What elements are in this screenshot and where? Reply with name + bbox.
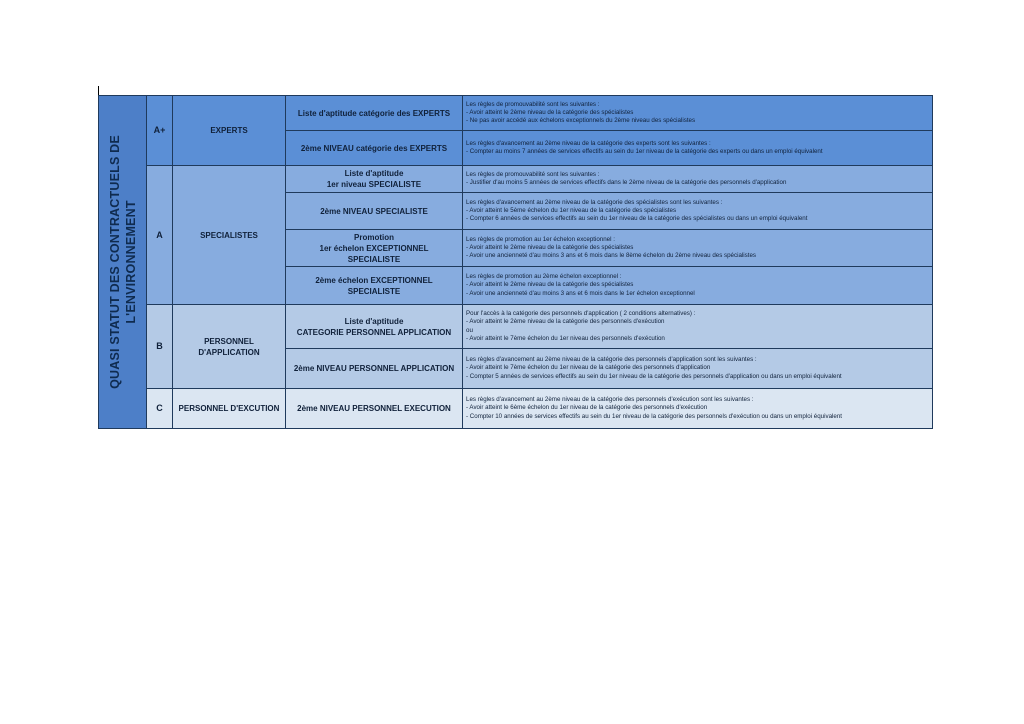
category-name	[173, 96, 286, 166]
document-title-line: QUASI STATUT DES CONTRACTUELS DE	[107, 135, 122, 389]
level-name-line: Liste d'aptitude	[344, 169, 404, 178]
level-name-line: 1er niveau SPECIALISTE	[326, 180, 422, 189]
level-name-line: 2ème NIVEAU SPECIALISTE	[320, 206, 428, 216]
level-name	[286, 166, 463, 193]
rule-line: - Avoir atteint le 2ème niveau de la catégorie des spécialistes	[466, 243, 634, 251]
level-name-line: Liste d'aptitude	[344, 316, 404, 326]
table-row	[99, 166, 933, 193]
category-name-line: SPECIALISTES	[200, 230, 258, 240]
level-name	[286, 131, 463, 166]
category-name	[173, 389, 286, 429]
rule-line: Les règles de promouvabilité sont les suivantes :	[466, 170, 600, 178]
page-corner-mark	[98, 86, 99, 95]
grade-code: B	[147, 305, 173, 389]
rule-line: - Avoir atteint le 6ème échelon du 1er niveau de la catégorie des personnels d'exécution	[466, 404, 708, 412]
document-title-line: L'ENVIRONNEMENT	[123, 200, 138, 324]
rule-line: - Compter au moins 7 années de services effectifs au sein du 1er niveau de la catégorie des experts ou dans un emploi équivalent	[466, 148, 823, 155]
category-name-line: PERSONNEL D'APPLICATION	[198, 336, 260, 357]
rule-line: Les règles d'avancement au 2ème niveau de la catégorie des experts sont les suivantes :	[466, 139, 711, 147]
rule-line: Les règles de promotion au 2ème échelon exceptionnel :	[466, 273, 622, 281]
rules-text	[463, 389, 933, 429]
rule-line: - Avoir atteint le 2ème niveau de la catégorie des spécialistes	[466, 108, 634, 116]
career-grid-table	[98, 95, 933, 429]
level-name-line: 1er échelon EXCEPTIONNEL	[319, 243, 429, 253]
rule-line: - Compter 6 années de services effectifs au sein du 1er niveau de la catégorie des spécialistes ou dans un emploi équivalent	[466, 215, 808, 223]
level-name-line: 2ème échelon EXCEPTIONNEL SPECIALISTE	[315, 275, 433, 296]
rules-text	[463, 305, 933, 349]
level-name	[286, 305, 463, 349]
rule-line: Les règles d'avancement au 2ème niveau de la catégorie des personnels d'application sont les suivantes :	[466, 356, 757, 364]
grade-code: A	[147, 166, 173, 305]
rule-line: - Avoir une ancienneté d'au moins 3 ans et 6 mois dans le 8ème échelon du 2ème niveau des spécialistes	[466, 252, 756, 260]
rules-text	[463, 131, 933, 166]
table-row	[99, 305, 933, 349]
level-name	[286, 267, 463, 305]
rule-line: - Avoir atteint le 2ème niveau de la catégorie des personnels d'exécution	[466, 318, 665, 326]
rule-line: - Avoir atteint le 7ème échelon du 1er niveau des personnels d'exécution	[466, 334, 665, 342]
rule-line: Pour l'accès à la catégorie des personnels d'application ( 2 conditions alternatives) :	[466, 309, 696, 317]
rule-line: - Ne pas avoir accédé aux échelons exceptionnels du 2ème niveau des spécialistes	[466, 117, 696, 125]
rule-line: - Avoir une ancienneté d'au moins 3 ans et 6 mois dans le 1er échelon exceptionnel	[466, 289, 695, 297]
rules-text	[463, 96, 933, 131]
level-name	[286, 349, 463, 389]
level-name	[286, 193, 463, 230]
level-name	[286, 230, 463, 267]
rules-text	[463, 349, 933, 389]
level-name-line: SPECIALISTE	[347, 254, 401, 264]
level-name-line: 2ème NIVEAU catégorie des EXPERTS	[300, 143, 448, 153]
level-name-line: 2ème NIVEAU PERSONNEL EXECUTION	[297, 404, 451, 413]
rules-text	[463, 230, 933, 267]
level-name-line: Liste d'aptitude catégorie des EXPERTS	[297, 108, 451, 118]
rule-line: ou	[466, 326, 473, 334]
rule-line: Les règles de promotion au 1er échelon exceptionnel :	[466, 235, 615, 243]
table-row	[99, 96, 933, 131]
rules-text	[463, 193, 933, 230]
category-name	[173, 166, 286, 305]
document-title-cell	[99, 96, 147, 429]
rule-line: - Compter 10 années de services effectifs au sein du 1er niveau de la catégorie des personnels d'exécution ou dans un emploi équivalent	[466, 412, 842, 420]
rules-text	[463, 267, 933, 305]
level-name	[286, 389, 463, 429]
rule-line: Les règles d'avancement au 2ème niveau de la catégorie des personnels d'exécution sont les suivantes :	[466, 396, 754, 404]
grade-code: A+	[147, 96, 173, 166]
level-name-line: CATEGORIE PERSONNEL APPLICATION	[296, 327, 452, 337]
rule-line: Les règles de promouvabilité sont les suivantes :	[466, 100, 600, 108]
rule-line: - Justifier d'au moins 5 années de services effectifs dans le 2ème niveau de la catégorie des personnels d'application	[466, 179, 787, 186]
grade-code: C	[147, 389, 173, 429]
rule-line: Les règles d'avancement au 2ème niveau de la catégorie des spécialistes sont les suivantes :	[466, 198, 723, 206]
category-name-line: PERSONNEL D'EXCUTION	[178, 404, 280, 413]
category-name	[173, 305, 286, 389]
rule-line: - Avoir atteint le 2ème niveau de la catégorie des spécialistes	[466, 281, 634, 289]
rule-line: - Avoir atteint le 7ème échelon du 1er niveau de la catégorie des personnels d'application	[466, 364, 711, 372]
table-row	[99, 389, 933, 429]
level-name	[286, 96, 463, 131]
document-title	[107, 135, 139, 389]
level-name-line: 2ème NIVEAU PERSONNEL APPLICATION	[293, 364, 455, 373]
rule-line: - Compter 5 années de services effectifs au sein du 1er niveau de la catégorie des personnels d'application ou dans un emploi équivalent	[466, 372, 842, 380]
category-name-line: EXPERTS	[210, 126, 248, 135]
rules-text	[463, 166, 933, 193]
rule-line: - Avoir atteint le 5ème échelon du 1er niveau de la catégorie des spécialistes	[466, 206, 677, 214]
level-name-line: Promotion	[354, 232, 394, 242]
